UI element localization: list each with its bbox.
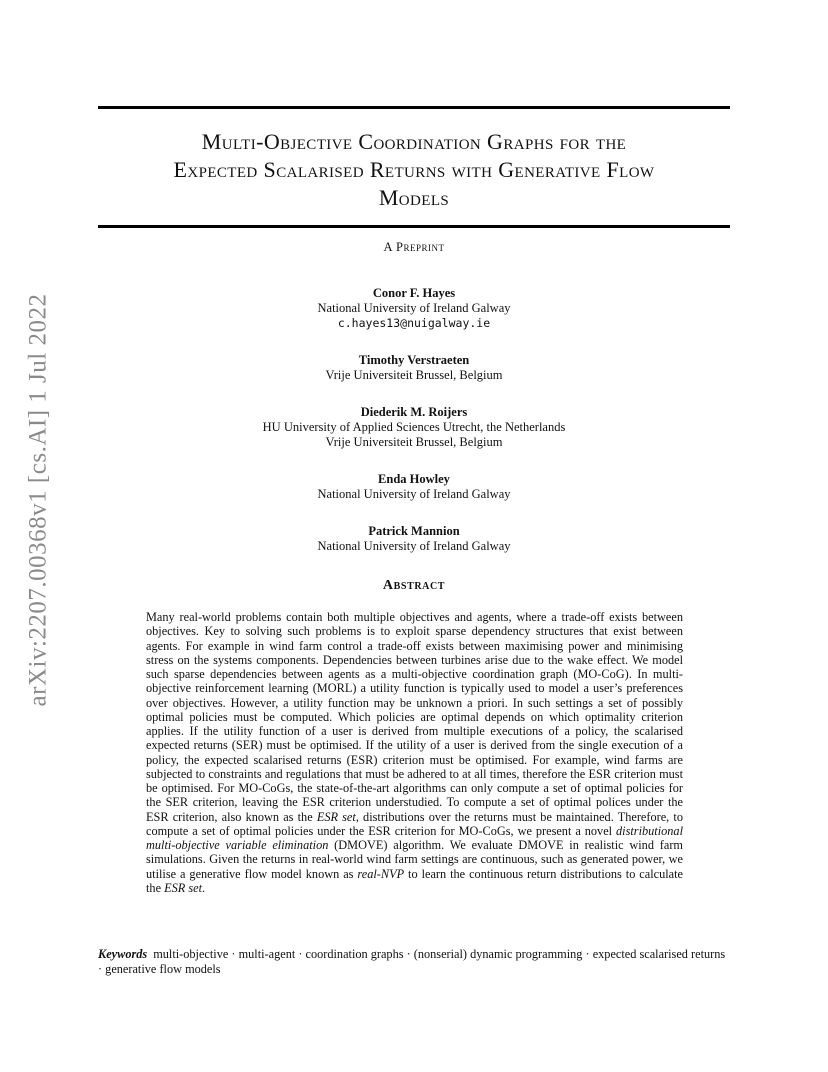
abstract-emphasis: distributional multi-objective variable elimination <box>146 823 683 852</box>
author-name: Enda Howley <box>378 472 450 486</box>
author-affiliation: National University of Ireland Galway <box>317 487 511 501</box>
title-rule-bottom <box>98 225 730 228</box>
author-name: Timothy Verstraeten <box>358 353 470 367</box>
title-rule-top <box>98 106 730 109</box>
paper-title <box>98 128 730 212</box>
abstract-emphasis: ESR set <box>316 809 356 824</box>
abstract-body <box>146 610 683 895</box>
author-name: Diederik M. Roijers <box>360 405 468 419</box>
author-block <box>98 405 730 450</box>
author-block <box>98 524 730 554</box>
abstract-text: Many real-world problems contain both multiple objectives and agents, where a trade-off exists between objectives. Key to solving such problems is to exploit sparse dependency structures that exist between agents. For example in wind farm control a trade-off exists between maximising power and minimising stress on the systems components. Dependencies between turbines arise due to the wake effect. We model such sparse dependencies between agents as a multi-objective coordination graph (MO-CoG). In multi-objective reinforcement learning (MORL) a utility function is typically used to model a user’s preferences over objectives. However, a utility function may be unknown a priori. In such settings a set of possibly optimal policies must be computed. Which policies are optimal depends on which optimality criterion applies. If the utility function of a user is derived from multiple executions of a policy, the scalarised expected returns (SER) must be optimised. If the utility of a user is derived from the single execution of a policy, the expected scalarised returns (ESR) criterion must be optimised. For example, wind farms are subjected to constraints and regulations that must be adhered to at all times, therefore the ESR criterion must be optimised. For MO-CoGs, the state-of-the-art algorithms can only compute a set of optimal policies for the SER criterion, leaving the ESR criterion understudied. To compute a set of optimal polices under the ESR criterion, also known as the <box>146 610 683 824</box>
abstract-text: . <box>202 880 206 895</box>
abstract-emphasis: ESR set <box>164 880 203 895</box>
keywords-list: multi-objective · multi-agent · coordination graphs · (nonserial) dynamic programming · expected scalarised returns · generative flow models <box>98 947 726 976</box>
author-block <box>98 286 730 331</box>
author-name: Conor F. Hayes <box>372 286 456 300</box>
author-affiliation: HU University of Applied Sciences Utrecht, the Netherlands <box>262 420 566 434</box>
title-line: Models <box>378 185 450 210</box>
author-email[interactable]: c.hayes13@nuigalway.ie <box>337 316 491 330</box>
author-affiliation: Vrije Universiteit Brussel, Belgium <box>325 368 503 382</box>
author-affiliation: National University of Ireland Galway <box>317 539 511 553</box>
title-line: Multi-Objective Coordination Graphs for the <box>201 129 627 154</box>
abstract-text: to learn the continuous return distributions to calculate the <box>146 866 683 895</box>
author-block <box>98 353 730 383</box>
author-affiliation: National University of Ireland Galway <box>317 301 511 315</box>
arxiv-identifier: arXiv:2207.00368v1 [cs.AI] 1 Jul 2022 <box>24 293 51 707</box>
title-line: Expected Scalarised Returns with Generative Flow <box>173 157 655 182</box>
abstract-text: (DMOVE) algorithm. We evaluate DMOVE in realistic wind farm simulations. Given the returns in real-world wind farm settings are continuous, such as generated power, we utilise a generative flow model known as <box>146 838 683 881</box>
abstract-heading: Abstract <box>382 578 446 593</box>
author-name: Patrick Mannion <box>368 524 460 538</box>
author-list <box>98 286 730 576</box>
author-block <box>98 472 730 502</box>
abstract-text: , distributions over the returns must be maintained. Therefore, to compute a set of optimal policies under the ESR criterion for MO-CoGs, we present a novel <box>146 809 683 838</box>
keywords-section <box>98 947 730 977</box>
abstract-emphasis: real-NVP <box>357 866 405 881</box>
keywords-label: Keywords <box>98 947 148 961</box>
author-affiliation: Vrije Universiteit Brussel, Belgium <box>325 435 503 449</box>
arxiv-stamp <box>18 293 58 707</box>
preprint-label: A Preprint <box>383 240 445 254</box>
